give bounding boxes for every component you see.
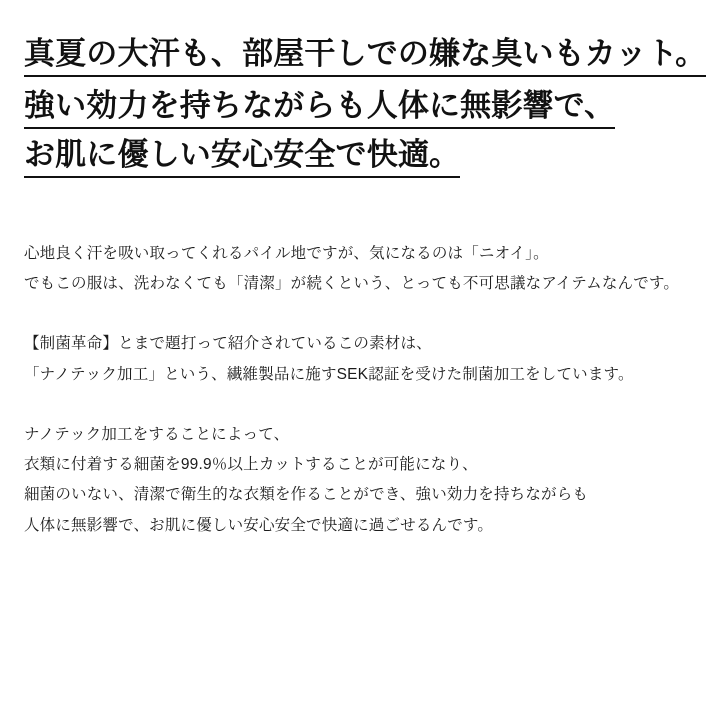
paragraph-effect-line-1: ナノテック加工をすることによって、 <box>24 425 290 443</box>
headline-line-3-text: お肌に優しい安心安全で快適。 <box>24 137 460 178</box>
paragraph-material-line-1: 【制菌革命】とまで題打って紹介されているこの素材は、 <box>24 335 432 353</box>
paragraph-intro-line-1: 心地良く汗を吸い取ってくれるパイル地ですが、気になるのは「ニオイ」。 <box>24 245 549 263</box>
paragraph-intro <box>24 239 694 299</box>
headline-line-2-text: 強い効力を持ちながらも人体に無影響で、 <box>24 88 615 129</box>
headline-line-3 <box>24 135 694 175</box>
paragraph-effect-line-3: 細菌のいない、清潔で衛生的な衣類を作ることができ、強い効力を持ちながらも <box>24 486 589 504</box>
headline-block <box>24 34 707 175</box>
body-copy <box>24 239 694 541</box>
paragraph-effect-line-4: 人体に無影響で、お肌に優しい安心安全で快適に過ごせるんです。 <box>24 516 494 534</box>
headline-line-1 <box>24 34 707 74</box>
headline-line-1-text: 真夏の大汗も、部屋干しでの嫌な臭いもカット。 <box>24 36 706 77</box>
paragraph-effect-line-2: 衣類に付着する細菌を99.9％以上カットすることが可能になり、 <box>24 456 478 474</box>
headline-line-2 <box>24 86 694 126</box>
paragraph-material-line-2: 「ナノテック加工」という、繊維製品に施すSEK認証を受けた制菌加工をしています。 <box>24 365 634 383</box>
paragraph-intro-line-2: でもこの服は、洗わなくても「清潔」が続くという、とっても不可思議なアイテムなんです。 <box>24 275 680 293</box>
paragraph-material <box>24 329 694 389</box>
paragraph-effect <box>24 420 694 541</box>
